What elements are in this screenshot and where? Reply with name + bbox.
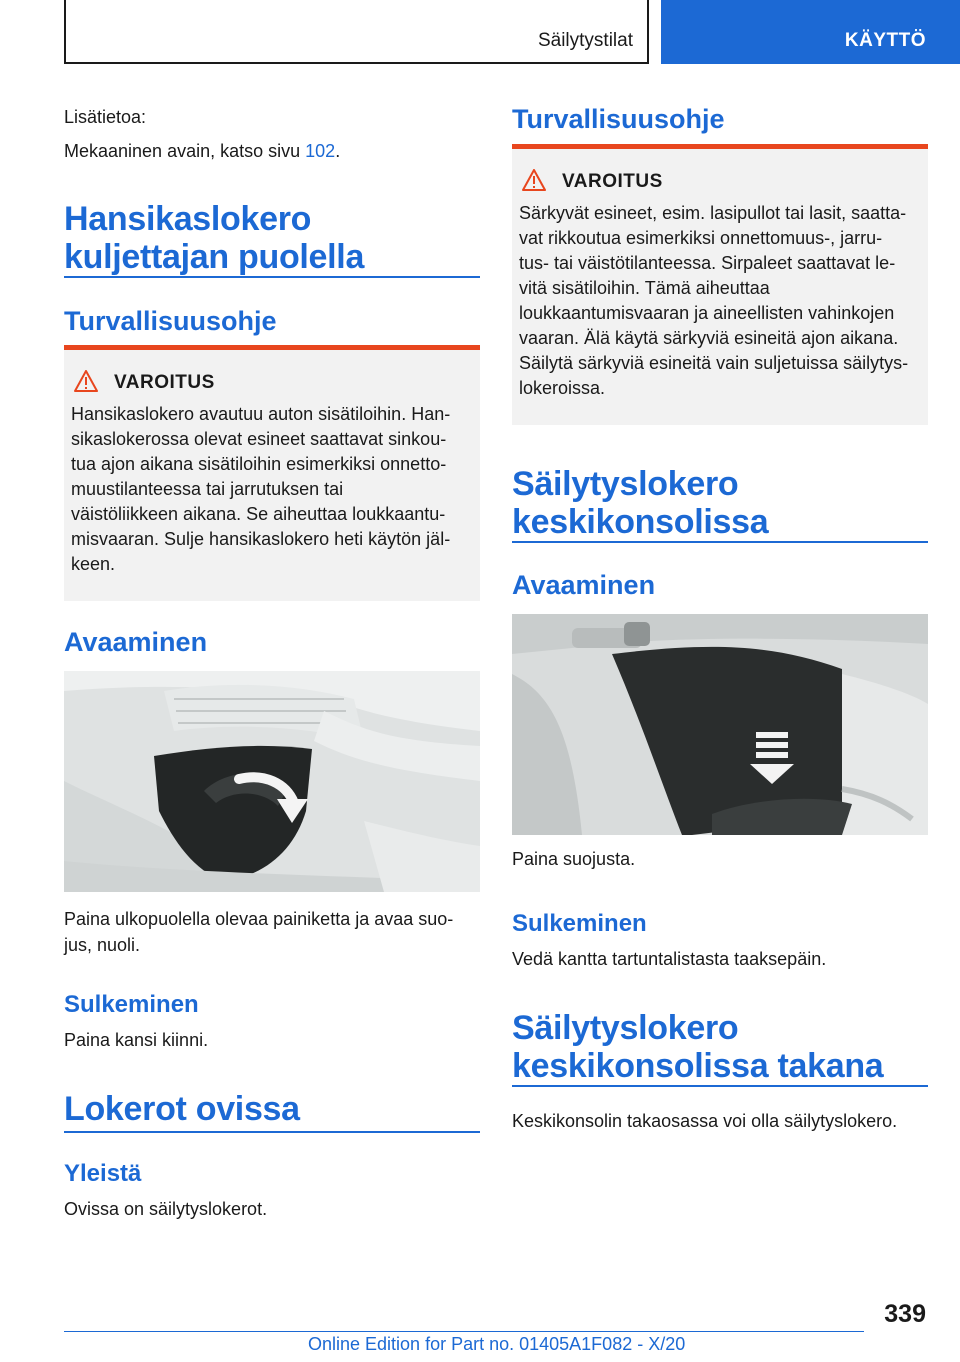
heading-line: Säilytyslokero xyxy=(512,465,739,503)
warning-line: sikaslokerossa olevat esineet saattavat sinkou- xyxy=(71,429,447,449)
heading-line: keskikonsolissa xyxy=(512,503,769,541)
heading-general: Yleistä xyxy=(64,1160,142,1187)
close-instruction: Paina kansi kiinni. xyxy=(64,1030,209,1050)
warning-line: vat rikkoutua esimerkiksi onnettomuus-, jarru- xyxy=(519,228,883,248)
close-instruction: Vedä kantta tartuntalistasta taaksepäin. xyxy=(512,949,827,969)
info-text xyxy=(64,138,340,164)
heading-safety: Turvallisuusohje xyxy=(512,104,725,134)
heading-open: Avaaminen xyxy=(512,570,656,600)
open-instruction xyxy=(64,906,453,958)
info-text-suffix: . xyxy=(335,141,341,161)
rear-console-text: Keskikonsolin takaosassa voi olla säilytyslokero. xyxy=(512,1111,898,1131)
warning-text xyxy=(71,402,475,577)
heading-safety: Turvallisuusohje xyxy=(64,306,277,336)
warning-line: vitä sisätiloihin. Tämä aiheuttaa xyxy=(519,278,770,298)
heading-line: Säilytyslokero xyxy=(512,1009,739,1047)
footer-rule xyxy=(64,1331,864,1332)
warning-line: lokeroissa. xyxy=(519,378,606,398)
header-section-box xyxy=(64,0,649,64)
open-instruction: Paina suojusta. xyxy=(512,849,636,869)
warning-triangle-icon xyxy=(522,169,546,191)
console-image xyxy=(512,614,928,835)
glovebox-illustration xyxy=(64,671,480,892)
heading-door-pockets: Lokerot ovissa xyxy=(64,1090,300,1128)
heading-rear-console-storage xyxy=(512,1009,928,1085)
heading-line: keskikonsolissa takana xyxy=(512,1047,884,1085)
glovebox-image xyxy=(64,671,480,892)
heading-open: Avaaminen xyxy=(64,627,208,657)
warning-line: Särkyvät esineet, esim. lasipullot tai lasit, saatta- xyxy=(519,203,907,223)
page-reference-link[interactable]: 102 xyxy=(305,141,336,161)
heading-rule xyxy=(64,1131,480,1133)
heading-rule xyxy=(512,541,928,543)
warning-line: väistöliikkeen aikana. Se aiheuttaa loukkaantu- xyxy=(71,504,446,524)
warning-line: keen. xyxy=(71,554,116,574)
warning-line: tus- tai väistötilanteessa. Sirpaleet saattavat le- xyxy=(519,253,896,273)
info-label: Lisätietoa: xyxy=(64,107,147,127)
heading-console-storage xyxy=(512,465,928,541)
heading-close: Sulkeminen xyxy=(64,991,199,1018)
warning-box-fragile xyxy=(512,144,928,425)
warning-line: tua ajon aikana sisätiloihin esimerkiksi onnetto- xyxy=(71,454,447,474)
warning-line: Hansikaslokero avautuu auton sisätiloihin. Han- xyxy=(71,404,451,424)
warning-title: VAROITUS xyxy=(562,171,663,192)
warning-line: Säilytä särkyviä esineitä vain suljetuissa säilytys- xyxy=(519,353,909,373)
warning-line: misvaaran. Sulje hansikaslokero heti käytön jäl- xyxy=(71,529,451,549)
warning-triangle-icon xyxy=(74,370,98,392)
info-text-prefix: Mekaaninen avain, katso sivu xyxy=(64,141,306,161)
heading-rule xyxy=(512,1085,928,1087)
warning-title: VAROITUS xyxy=(114,372,215,393)
header-chapter-title: KÄYTTÖ xyxy=(844,30,926,51)
console-illustration xyxy=(512,614,928,835)
warning-text xyxy=(519,201,923,401)
warning-line: muustilanteessa tai jarrutuksen tai xyxy=(71,479,344,499)
heading-rule xyxy=(64,276,480,278)
general-text: Ovissa on säilytyslokerot. xyxy=(64,1199,268,1219)
warning-box-glovebox xyxy=(64,345,480,601)
heading-close: Sulkeminen xyxy=(512,910,647,937)
open-line: jus, nuoli. xyxy=(64,935,141,955)
footer-edition-link[interactable]: Online Edition for Part no. 01405A1F082 - X/20 xyxy=(308,1334,686,1354)
warning-line: loukkaantumisvaaran ja aineellisten vahinkojen xyxy=(519,303,895,323)
open-line: Paina ulkopuolella olevaa painiketta ja avaa suo- xyxy=(64,909,454,929)
header-chapter-tab xyxy=(661,0,960,64)
heading-glovebox: Hansikaslokero kuljettajan puolella xyxy=(64,200,365,276)
warning-line: vaaran. Älä käytä särkyviä esineitä ajon aikana. xyxy=(519,328,899,348)
page-number: 339 xyxy=(884,1300,926,1328)
header-section-title: Säilytystilat xyxy=(537,30,633,51)
